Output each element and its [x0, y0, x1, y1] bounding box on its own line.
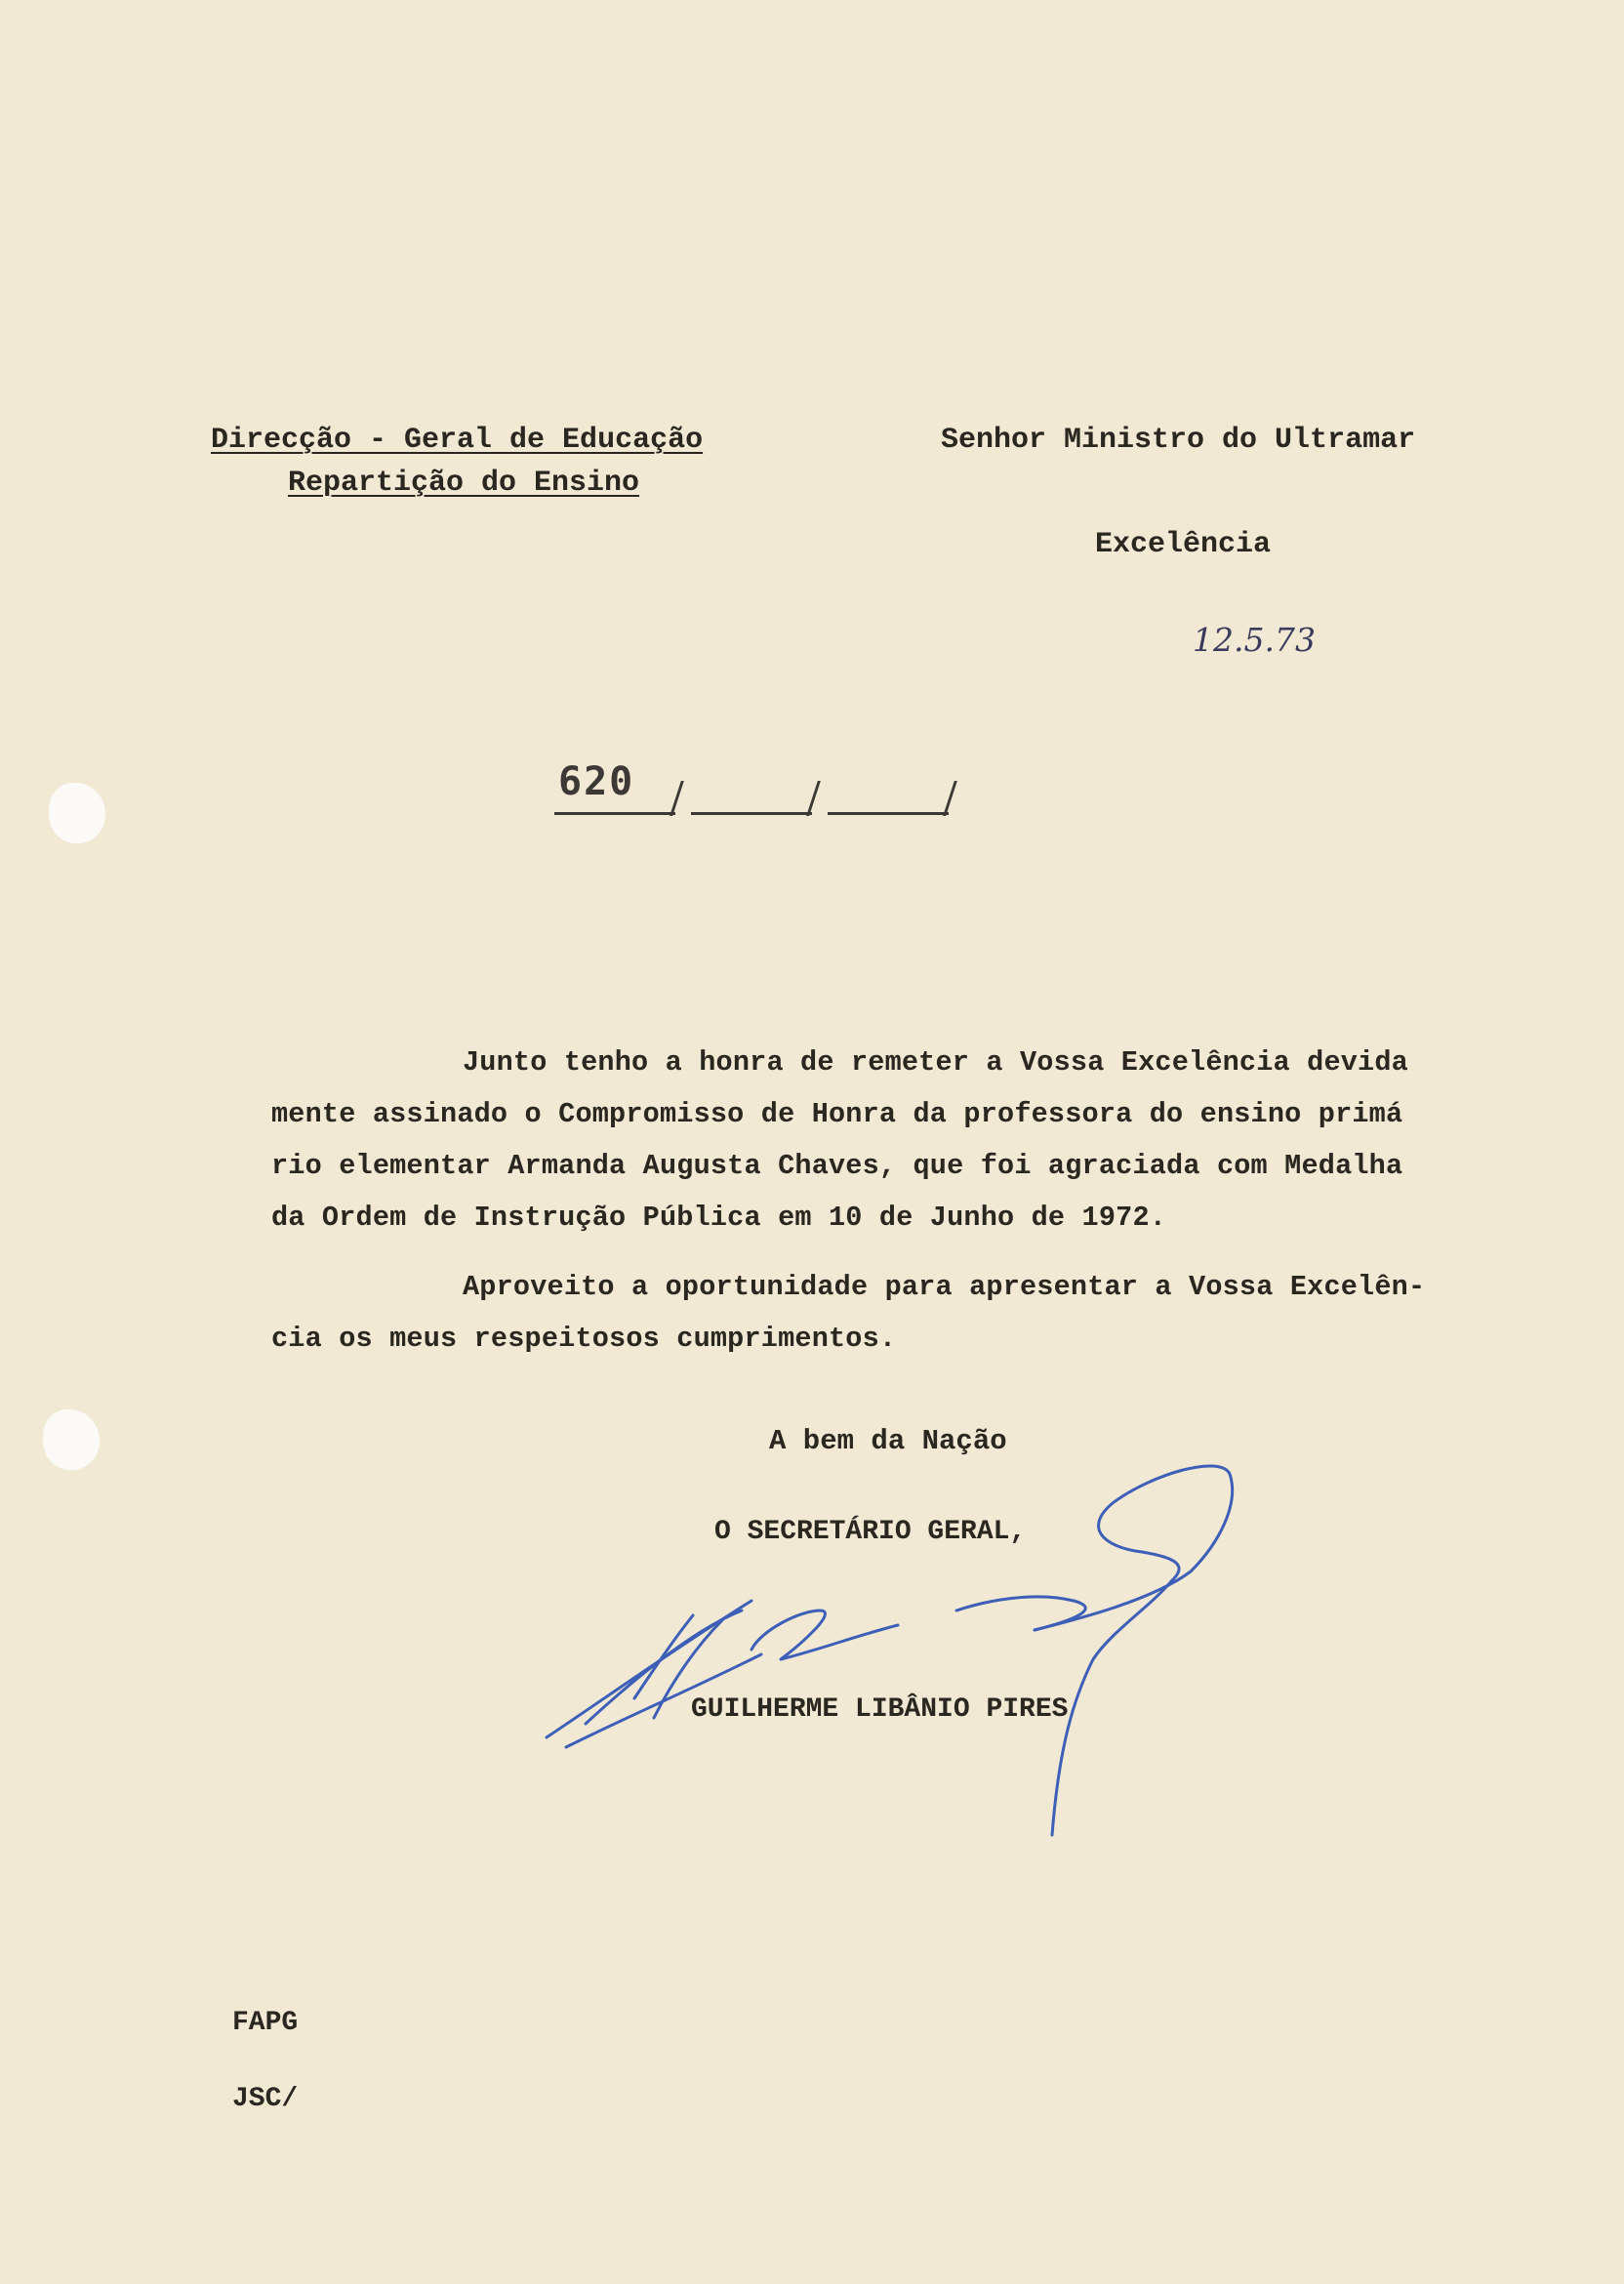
- salutation: Excelência: [1095, 528, 1272, 561]
- handwritten-signature: [527, 1454, 1269, 1845]
- addressee: Senhor Ministro do Ultramar: [941, 424, 1416, 457]
- typist-initials-1: FAPG: [232, 2008, 299, 2038]
- reference-number: 620: [558, 759, 635, 804]
- reference-underline-3: [828, 812, 949, 815]
- body-line: Aproveito a oportunidade para apresentar a Vossa Excelên-: [463, 1271, 1426, 1303]
- body-line: Junto tenho a honra de remeter a Vossa Excelência devida: [463, 1046, 1408, 1079]
- reference-slash-3: [943, 781, 957, 816]
- department-line-2: Repartição do Ensino: [288, 467, 640, 500]
- body-line: cia os meus respeitosos cumprimentos.: [271, 1323, 897, 1355]
- reference-underline-2: [691, 812, 812, 815]
- signer-name: GUILHERME LIBÂNIO PIRES: [691, 1694, 1069, 1725]
- reference-slash-1: [670, 781, 684, 816]
- reference-underline-1: [554, 812, 675, 815]
- punch-hole-bottom: [43, 1409, 100, 1470]
- body-line: rio elementar Armanda Augusta Chaves, que foi agraciada com Medalha: [271, 1150, 1403, 1182]
- typist-initials-2: JSC/: [232, 2084, 299, 2114]
- reference-slash-2: [806, 781, 821, 816]
- signer-title: O SECRETÁRIO GERAL,: [714, 1517, 1027, 1547]
- department-line-1: Direcção - Geral de Educação: [211, 424, 704, 457]
- body-line: mente assinado o Compromisso de Honra da professora do ensino primá: [271, 1098, 1403, 1130]
- handwritten-date: 12.5.73: [1193, 621, 1316, 659]
- closing-formula: A bem da Nação: [769, 1425, 1007, 1457]
- punch-hole-top: [49, 783, 105, 843]
- body-line: da Ordem de Instrução Pública em 10 de Junho de 1972.: [271, 1202, 1167, 1234]
